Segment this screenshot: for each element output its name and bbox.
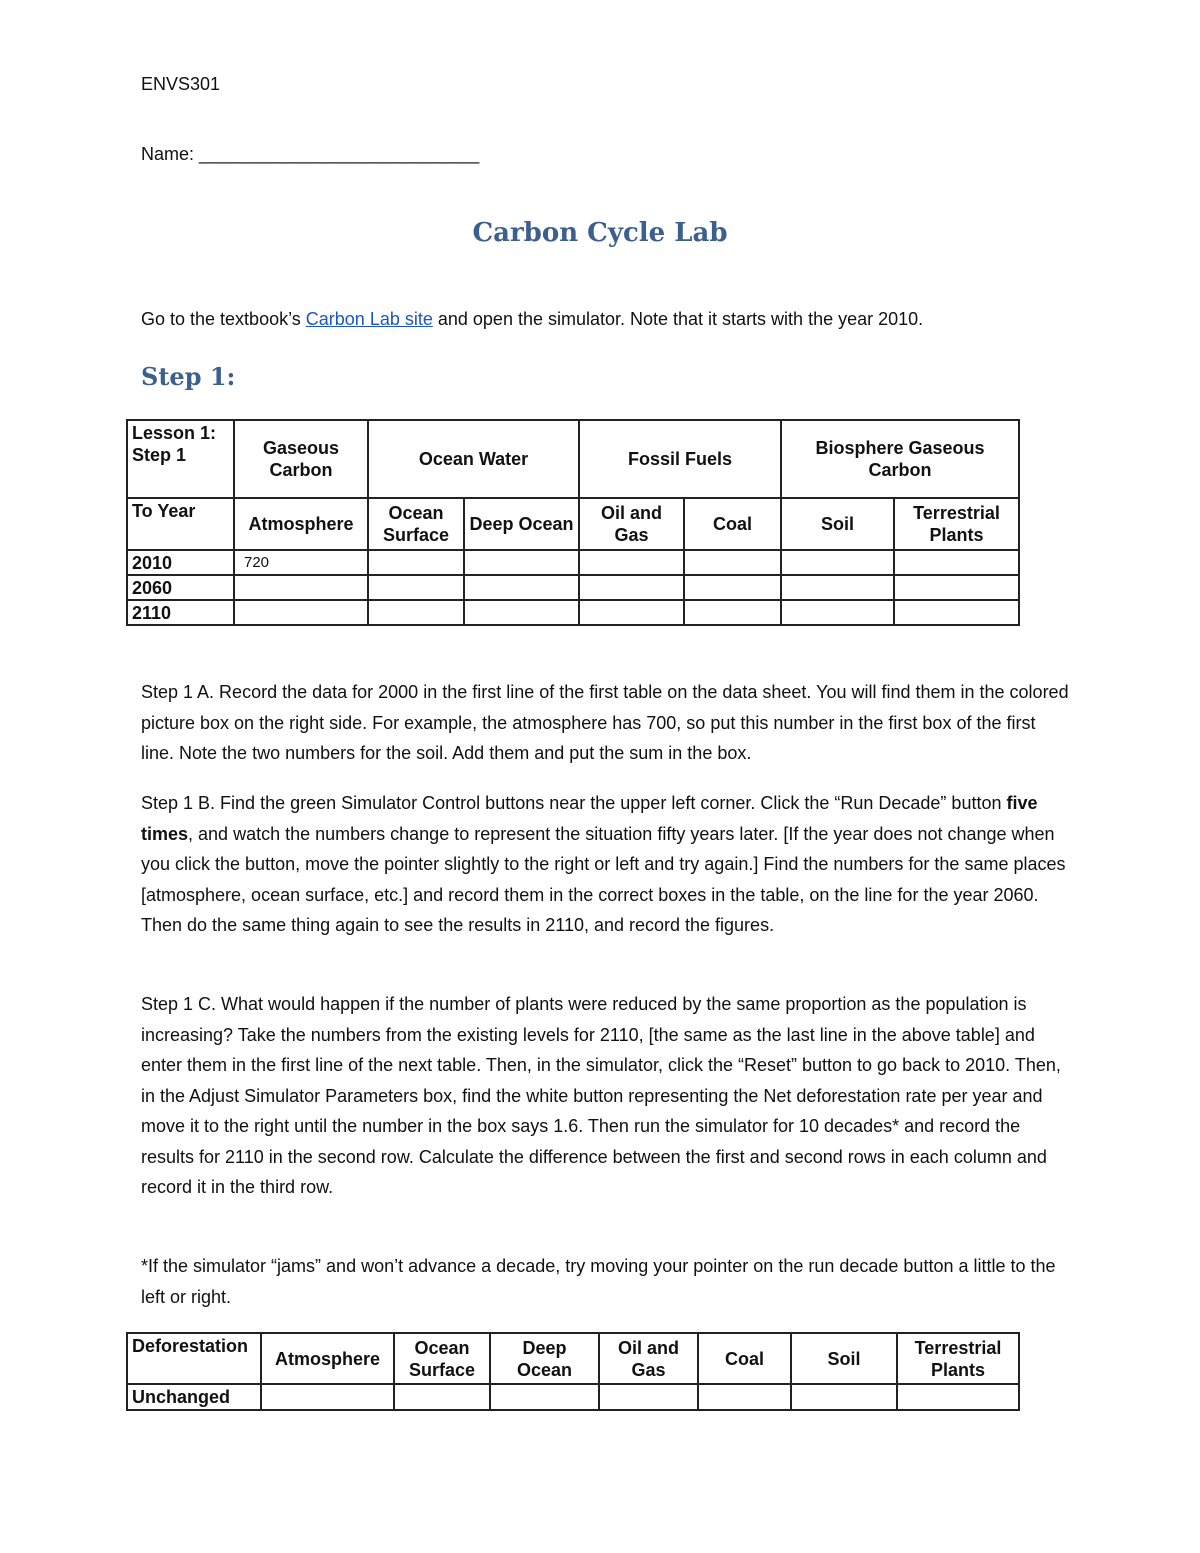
cell-ocean-surface[interactable]: [368, 575, 464, 600]
cell-soil[interactable]: [781, 575, 894, 600]
cell-terrestrial-plants[interactable]: [897, 1384, 1019, 1410]
col-atmosphere: Atmosphere: [261, 1333, 394, 1384]
cell-deep-ocean[interactable]: [464, 600, 579, 625]
cell-ocean-surface[interactable]: [394, 1384, 490, 1410]
table-row: [127, 575, 1019, 600]
cell-coal[interactable]: [698, 1384, 791, 1410]
col-coal: Coal: [684, 498, 781, 550]
col-soil: Soil: [781, 498, 894, 550]
cell-deep-ocean[interactable]: [464, 550, 579, 575]
cell-soil[interactable]: [791, 1384, 897, 1410]
intro-after: and open the simulator. Note that it starts with the year 2010.: [432, 309, 924, 329]
cell-soil[interactable]: [781, 600, 894, 625]
col-coal: Coal: [698, 1333, 791, 1384]
cell-deep-ocean[interactable]: [490, 1384, 599, 1410]
col-oil-and-gas: Oil and Gas: [579, 498, 684, 550]
cell-coal[interactable]: [684, 550, 781, 575]
corner-deforestation: Deforestation: [127, 1333, 261, 1384]
row-label: Unchanged: [127, 1384, 261, 1410]
row-year: 2060: [127, 575, 234, 600]
simulator-note: *If the simulator “jams” and won’t advance a decade, try moving your pointer on the run decade button a little to the left or right.: [141, 1256, 1056, 1307]
step-1b-emphasis: five times: [141, 793, 1038, 844]
col-soil: Soil: [791, 1333, 897, 1384]
step-1-heading: Step 1:: [141, 362, 236, 391]
cell-terrestrial-plants[interactable]: [894, 575, 1019, 600]
step-1b-before: Step 1 B. Find the green Simulator Control buttons near the upper left corner. Click the “Run Decade” button: [141, 793, 1007, 813]
col-ocean-surface: Ocean Surface: [368, 498, 464, 550]
intro-before: Go to the textbook’s: [141, 309, 306, 329]
deforestation-table: [126, 1332, 1020, 1411]
page-title: Carbon Cycle Lab: [472, 218, 728, 248]
step-1b-text: [141, 788, 1071, 941]
cell-oil-and-gas[interactable]: [599, 1384, 698, 1410]
cell-terrestrial-plants[interactable]: [894, 600, 1019, 625]
carbon-lab-link[interactable]: Carbon Lab site: [305, 309, 433, 329]
cell-atmosphere[interactable]: [234, 600, 368, 625]
row-year: 2010: [127, 550, 234, 575]
col-terrestrial-plants: Terrestrial Plants: [894, 498, 1019, 550]
cell-oil-and-gas[interactable]: [579, 575, 684, 600]
group-fossil-fuels: Fossil Fuels: [579, 420, 781, 498]
cell-oil-and-gas[interactable]: [579, 600, 684, 625]
intro-text: [141, 309, 923, 330]
group-ocean-water: Ocean Water: [368, 420, 579, 498]
group-gaseous-carbon: Gaseous Carbon: [234, 420, 368, 498]
col-deep-ocean: Deep Ocean: [464, 498, 579, 550]
cell-atmosphere[interactable]: [261, 1384, 394, 1410]
step-1c-text: Step 1 C. What would happen if the number of plants were reduced by the same proportion as the population is increasing? Take the numbers from the existing levels for 2110, [the same as the last line in the above table] and enter them in the first line of the next table. Then, in the simulator, click the “Reset” button to go back to 2010. Then, in the Adjust Simulator Parameters box, find the white button representing the Net deforestation rate per year and move it to the right until the number in the box says 1.6. Then run the simulator for 10 decades* and record the results for 2110 in the second row. Calculate the difference between the first and second rows in each column and record it in the third row.: [141, 994, 1061, 1197]
table-row: [127, 600, 1019, 625]
row-year: 2110: [127, 600, 234, 625]
cell-coal[interactable]: [684, 600, 781, 625]
col-ocean-surface: Ocean Surface: [394, 1333, 490, 1384]
col-oil-and-gas: Oil and Gas: [599, 1333, 698, 1384]
corner-to-year: To Year: [127, 498, 234, 550]
cell-ocean-surface[interactable]: [368, 600, 464, 625]
col-deep-ocean: Deep Ocean: [490, 1333, 599, 1384]
cell-deep-ocean[interactable]: [464, 575, 579, 600]
group-biosphere-gaseous-carbon: Biosphere Gaseous Carbon: [781, 420, 1019, 498]
col-terrestrial-plants: Terrestrial Plants: [897, 1333, 1019, 1384]
course-code: ENVS301: [141, 74, 221, 94]
cell-atmosphere[interactable]: 720: [234, 550, 368, 575]
cell-oil-and-gas[interactable]: [579, 550, 684, 575]
step1-table: [126, 419, 1020, 626]
step-1a-text: Step 1 A. Record the data for 2000 in the first line of the first table on the data sheet. You will find them in the colored picture box on the right side. For example, the atmosphere has 700, so put this number in the first box of the first line. Note the two numbers for the soil. Add them and put the sum in the box.: [141, 682, 1069, 763]
cell-soil[interactable]: [781, 550, 894, 575]
step-1b-after: , and watch the numbers change to represent the situation fifty years later. [If the year does not change when you click the button, move the pointer slightly to the right or left and try again.] Find the numbers for the same places [atmosphere, ocean surface, etc.] and record them in the correct boxes in the table, on the line for the year 2060. Then do the same thing again to see the results in 2110, and record the figures.: [141, 823, 1066, 935]
name-line: Name: ____________________________: [141, 144, 480, 164]
cell-atmosphere[interactable]: [234, 575, 368, 600]
corner-lesson-step: Lesson 1: Step 1: [127, 420, 234, 498]
col-atmosphere: Atmosphere: [234, 498, 368, 550]
cell-ocean-surface[interactable]: [368, 550, 464, 575]
table-row: [127, 550, 1019, 575]
table-row: [127, 1384, 1019, 1410]
cell-terrestrial-plants[interactable]: [894, 550, 1019, 575]
cell-coal[interactable]: [684, 575, 781, 600]
